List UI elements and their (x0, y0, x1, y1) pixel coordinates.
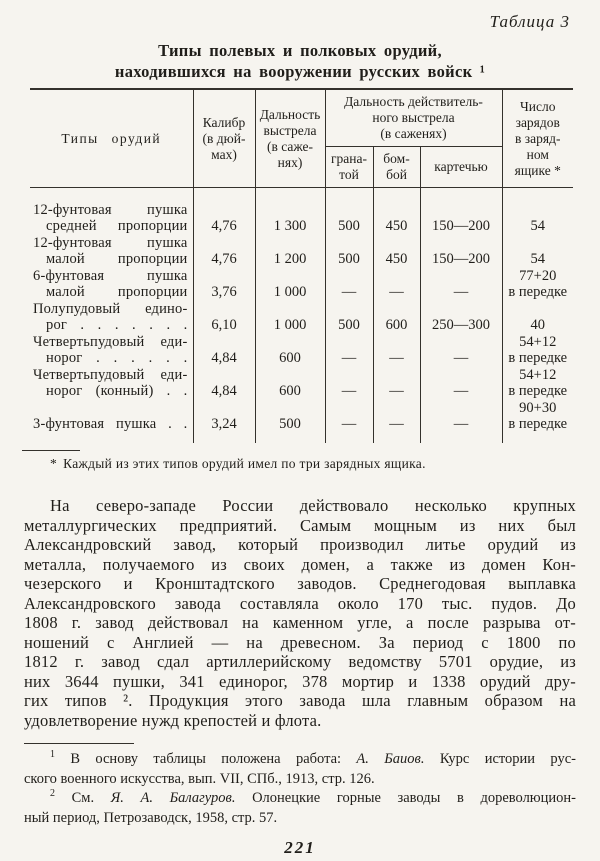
charges-cell: 54+12 в передке (502, 334, 573, 367)
bomb-cell: 600 (373, 301, 420, 334)
bomb-cell: — (373, 268, 420, 301)
table-footnote: * Каждый из этих типов орудий имел по три зарядных ящика. (50, 456, 426, 471)
caliber-cell: 6,10 (193, 301, 255, 334)
canister-cell: 150—200 (420, 188, 502, 236)
bomb-cell: — (373, 400, 420, 433)
col-header-gun-types: Типы орудий (30, 89, 193, 188)
bomb-cell: — (373, 367, 420, 400)
paragraph-line: 1812 г. завод сдал артиллерийскому ведомству 5701 орудие, из (24, 652, 576, 671)
footnote-rule (24, 743, 134, 744)
grenade-cell: 500 (325, 235, 373, 268)
canister-cell: — (420, 268, 502, 301)
table-row (30, 268, 573, 301)
charges-cell: 90+30 в передке (502, 400, 573, 433)
footnote-marker: 1 (50, 749, 55, 761)
grenade-cell: 500 (325, 188, 373, 236)
body-paragraph (24, 496, 576, 730)
table-row (30, 400, 573, 433)
grenade-cell: — (325, 367, 373, 400)
table-bottom-stubs (30, 433, 573, 443)
grenade-cell: — (325, 268, 373, 301)
range-cell: 500 (255, 400, 325, 433)
footnote-2-line-1: $^2$ См. Я. А. Балагуров. Олонецкие горные заводы в дореволюцион- (50, 788, 576, 806)
col-header-caliber: Калибр (в дюй- мах) (193, 89, 255, 188)
footnotes (24, 750, 576, 828)
gun-type-cell: 12-фунтовая пушка малой пропорции (33, 235, 188, 267)
paragraph-line: металла, получаемого из своих домен, а также из домен Кон- (24, 554, 576, 574)
table-row (30, 188, 573, 236)
grenade-cell: — (325, 400, 373, 433)
cited-author: А. Баиов. (356, 751, 425, 767)
gun-type-cell: Четвертьпудовый еди- норог (конный) . . (33, 367, 188, 399)
charges-cell: 54 (502, 235, 573, 268)
range-cell: 600 (255, 367, 325, 400)
table-row (30, 235, 573, 268)
range-cell: 1 200 (255, 235, 325, 268)
artillery-table (30, 88, 573, 443)
paragraph-line: ношений с Англией — на древесном. За период с 1800 по (24, 632, 576, 652)
cited-author: Я. А. Балагуров. (110, 790, 236, 806)
grenade-cell: — (325, 334, 373, 367)
table-row (30, 301, 573, 334)
table-footnote-rule (22, 450, 80, 451)
grenade-cell: 500 (325, 301, 373, 334)
asterisk-marker: * (50, 456, 58, 471)
footnote-marker: 2 (50, 788, 55, 800)
charges-cell: 77+20 в передке (502, 268, 573, 301)
table-row (30, 334, 573, 367)
paragraph-line: чезерского и Кронштадтского заводов. Среднегодовая выплавка (24, 574, 576, 593)
canister-cell: 150—200 (420, 235, 502, 268)
col-header-bomb: бом- бой (373, 147, 420, 188)
paragraph-line: Александровского завода составляла около 170 тыс. пудов. До (24, 593, 576, 613)
footnote-1-line-2: ского военного искусства, вып. VII, СПб., 1913, стр. 126. (24, 770, 375, 787)
canister-cell: — (420, 334, 502, 367)
footnote-1-line-1: $^1$ В основу таблицы положена работа: А. Баиов. Курс истории рус- (50, 749, 576, 767)
col-header-range: Дальность выстрела (в саже- нях) (255, 89, 325, 188)
gun-type-cell: 12-фунтовая пушка средней пропорции (33, 202, 188, 234)
canister-cell: — (420, 400, 502, 433)
paragraph-line: них 3644 пушки, 341 единорог, 378 мортир и 1338 орудий дру- (24, 671, 576, 691)
gun-type-cell: Полупудовый едино- рог . . . . . . . (33, 301, 188, 333)
col-header-canister: картечью (420, 147, 502, 188)
caliber-cell: 4,84 (193, 334, 255, 367)
range-cell: 1 000 (255, 301, 325, 334)
paragraph-line: Александровский завод, который производил литье орудий из (24, 535, 576, 554)
gun-type-cell: Четвертьпудовый еди- норог . . . . . . (33, 334, 188, 366)
caliber-cell: 3,24 (193, 400, 255, 433)
table-title: Типы полевых и полковых орудий, находившихся на вооружении русских войск ¹ (114, 41, 486, 81)
caliber-cell: 4,76 (193, 188, 255, 236)
footnote-2-line-2: ный период, Петрозаводск, 1958, стр. 57. (24, 809, 278, 826)
charges-cell: 54 (502, 188, 573, 236)
caliber-cell: 3,76 (193, 268, 255, 301)
paragraph-line: 1808 г. завод действовал на каменном угле, а после разрыва от- (24, 613, 576, 632)
caliber-cell: 4,76 (193, 235, 255, 268)
paragraph-line: На северо-западе России действовало несколько крупных (50, 496, 576, 515)
page-number: 221 (284, 838, 316, 857)
caliber-cell: 4,84 (193, 367, 255, 400)
charges-cell: 54+12 в передке (502, 367, 573, 400)
bomb-cell: 450 (373, 235, 420, 268)
gun-type-cell: 3-фунтовая пушка . . (33, 416, 188, 432)
paragraph-line: гих типов ². Продукция этого завода шла главным образом на (24, 691, 576, 710)
table-row (30, 367, 573, 400)
range-cell: 1 300 (255, 188, 325, 236)
canister-cell: — (420, 367, 502, 400)
table-tag: Таблица 3 (489, 12, 570, 31)
gun-type-cell: 6-фунтовая пушка малой пропорции (33, 268, 188, 300)
range-cell: 1 000 (255, 268, 325, 301)
paragraph-line: металлургических предприятий. Самым мощным из них был (24, 515, 576, 535)
col-header-charges: Число зарядов в заряд- ном ящике * (502, 89, 573, 188)
col-header-grenade: грана- той (325, 147, 373, 188)
canister-cell: 250—300 (420, 301, 502, 334)
paragraph-line: удовлетворение нужд крепостей и флота. (24, 710, 322, 730)
bomb-cell: — (373, 334, 420, 367)
col-header-effective-range: Дальность действитель- ного выстрела (в саженях) (325, 89, 502, 147)
charges-cell: 40 (502, 301, 573, 334)
bomb-cell: 450 (373, 188, 420, 236)
range-cell: 600 (255, 334, 325, 367)
